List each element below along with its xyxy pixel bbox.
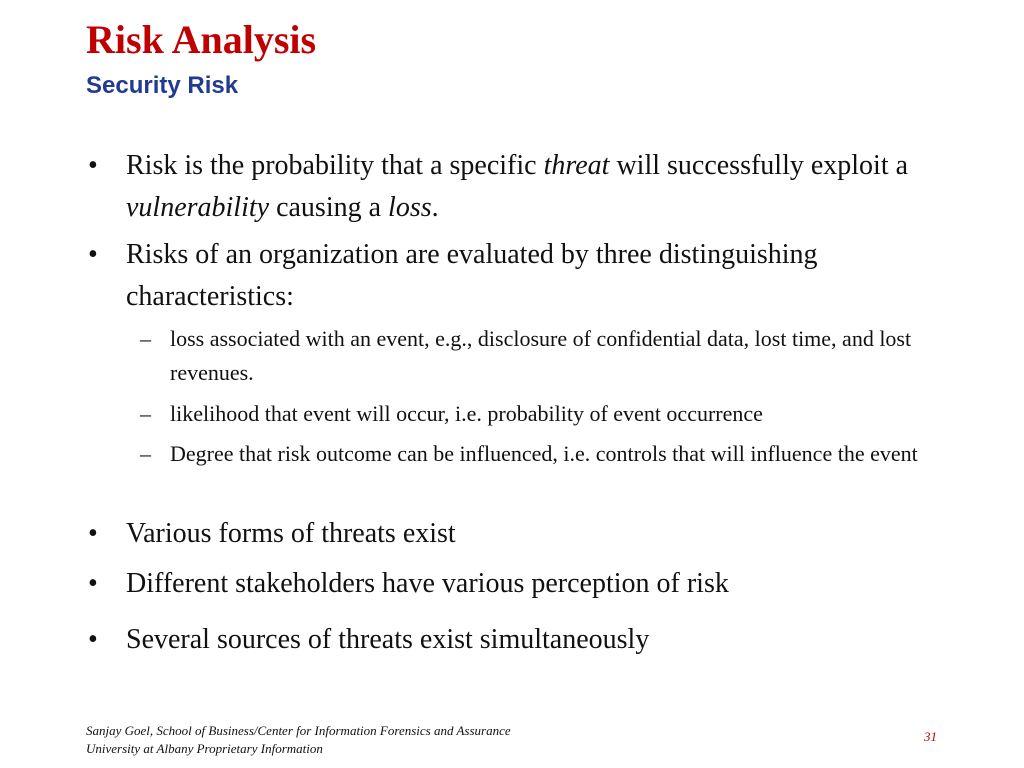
bullet-marker: • bbox=[88, 239, 98, 270]
footer bbox=[86, 722, 511, 758]
sub-bullet-loss bbox=[140, 322, 960, 390]
bullet-text: Several sources of threats exist simultaneously bbox=[126, 624, 650, 655]
page-number: 31 bbox=[924, 729, 937, 744]
dash-marker: – bbox=[140, 401, 151, 426]
sub-bullet-text: Degree that risk outcome can be influenced, i.e. controls that will influence the event bbox=[170, 441, 918, 466]
slide-title: Risk Analysis bbox=[86, 17, 317, 62]
bullet-stakeholders bbox=[88, 563, 958, 605]
bullet-text: Various forms of threats exist bbox=[126, 518, 456, 549]
bullet-marker: • bbox=[88, 150, 98, 181]
bullet-text-part: will successfully exploit a bbox=[609, 150, 909, 181]
emphasis-threat: threat bbox=[543, 150, 610, 181]
slide-subtitle: Security Risk bbox=[86, 72, 239, 99]
bullet-risk-definition bbox=[88, 145, 958, 229]
dash-marker: – bbox=[140, 326, 151, 351]
sub-bullet-text: loss associated with an event, e.g., disclosure of confidential data, lost time, and lost revenues. bbox=[170, 326, 912, 385]
bullet-text-part: Risk is the probability that a specific bbox=[126, 150, 544, 181]
bullet-text bbox=[126, 145, 958, 229]
bullet-risk-characteristics bbox=[88, 234, 958, 318]
sub-bullet-text: likelihood that event will occur, i.e. probability of event occurrence bbox=[170, 401, 763, 426]
dash-marker: – bbox=[140, 441, 151, 466]
bullet-text-part: causing a bbox=[269, 192, 389, 223]
footer-author-line: Sanjay Goel, School of Business/Center for Information Forensics and Assurance bbox=[86, 723, 511, 738]
bullet-marker: • bbox=[88, 518, 98, 549]
bullet-text-part: . bbox=[431, 192, 439, 223]
emphasis-vulnerability: vulnerability bbox=[126, 192, 270, 223]
bullet-text: Risks of an organization are evaluated by three distinguishing characteristics: bbox=[126, 239, 818, 312]
sub-bullet-likelihood bbox=[140, 397, 960, 431]
footer-proprietary-line: University at Albany Proprietary Information bbox=[86, 741, 323, 756]
bullet-threat-sources bbox=[88, 619, 958, 661]
bullet-marker: • bbox=[88, 624, 98, 655]
sub-bullet-degree bbox=[140, 437, 960, 471]
emphasis-loss: loss bbox=[388, 192, 432, 223]
bullet-threat-forms bbox=[88, 513, 958, 555]
bullet-text: Different stakeholders have various perception of risk bbox=[126, 568, 729, 599]
bullet-marker: • bbox=[88, 568, 98, 599]
